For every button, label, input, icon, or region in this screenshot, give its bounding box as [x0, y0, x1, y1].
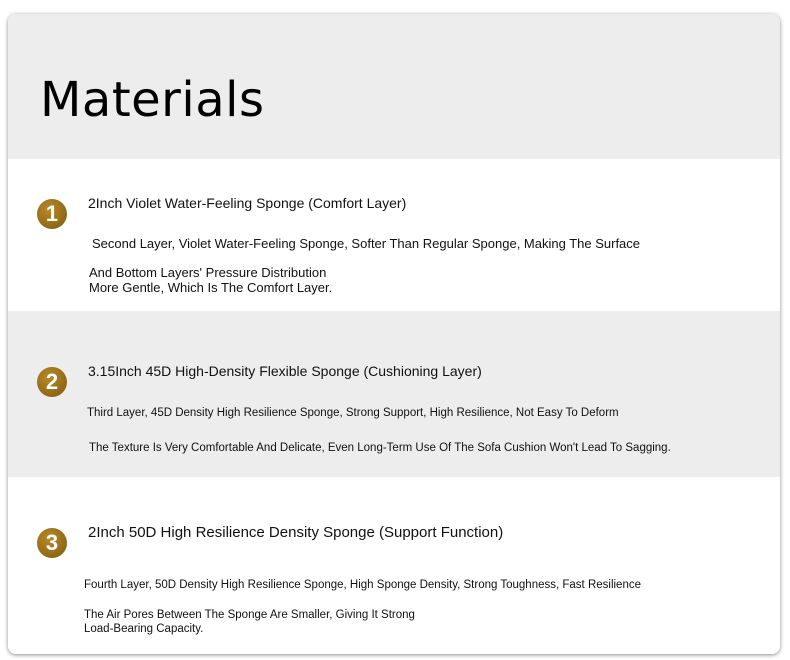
description-line: And Bottom Layers' Pressure Distribution [89, 265, 327, 280]
materials-card [8, 14, 780, 654]
description-line: Load-Bearing Capacity. [84, 623, 204, 635]
number-badge-icon: 2 [37, 367, 67, 397]
section-heading: 2Inch Violet Water-Feeling Sponge (Comfort Layer) [88, 195, 407, 211]
description-line: More Gentle, Which Is The Comfort Layer. [89, 280, 333, 295]
material-section-1 [8, 159, 780, 311]
section-heading: 3.15Inch 45D High-Density Flexible Sponge (Cushioning Layer) [88, 363, 482, 379]
description-line: The Air Pores Between The Sponge Are Smaller, Giving It Strong [84, 609, 415, 621]
description-line: Third Layer, 45D Density High Resilience Sponge, Strong Support, High Resilience, Not Easy To Deform [87, 407, 619, 419]
header-band [8, 14, 780, 159]
description-line: Fourth Layer, 50D Density High Resilience Sponge, High Sponge Density, Strong Toughness, Fast Resilience [84, 579, 641, 591]
description-line: Second Layer, Violet Water-Feeling Sponge, Softer Than Regular Sponge, Making The Surface [92, 236, 641, 251]
material-section-2 [8, 311, 780, 477]
number-badge-icon: 3 [37, 528, 67, 558]
number-badge-icon: 1 [37, 199, 67, 229]
description-line: The Texture Is Very Comfortable And Delicate, Even Long-Term Use Of The Sofa Cushion Won't Lead To Sagging. [89, 442, 671, 454]
section-heading: 2Inch 50D High Resilience Density Sponge (Support Function) [88, 524, 504, 541]
material-section-3 [8, 477, 780, 654]
page-title: Materials [40, 72, 265, 128]
